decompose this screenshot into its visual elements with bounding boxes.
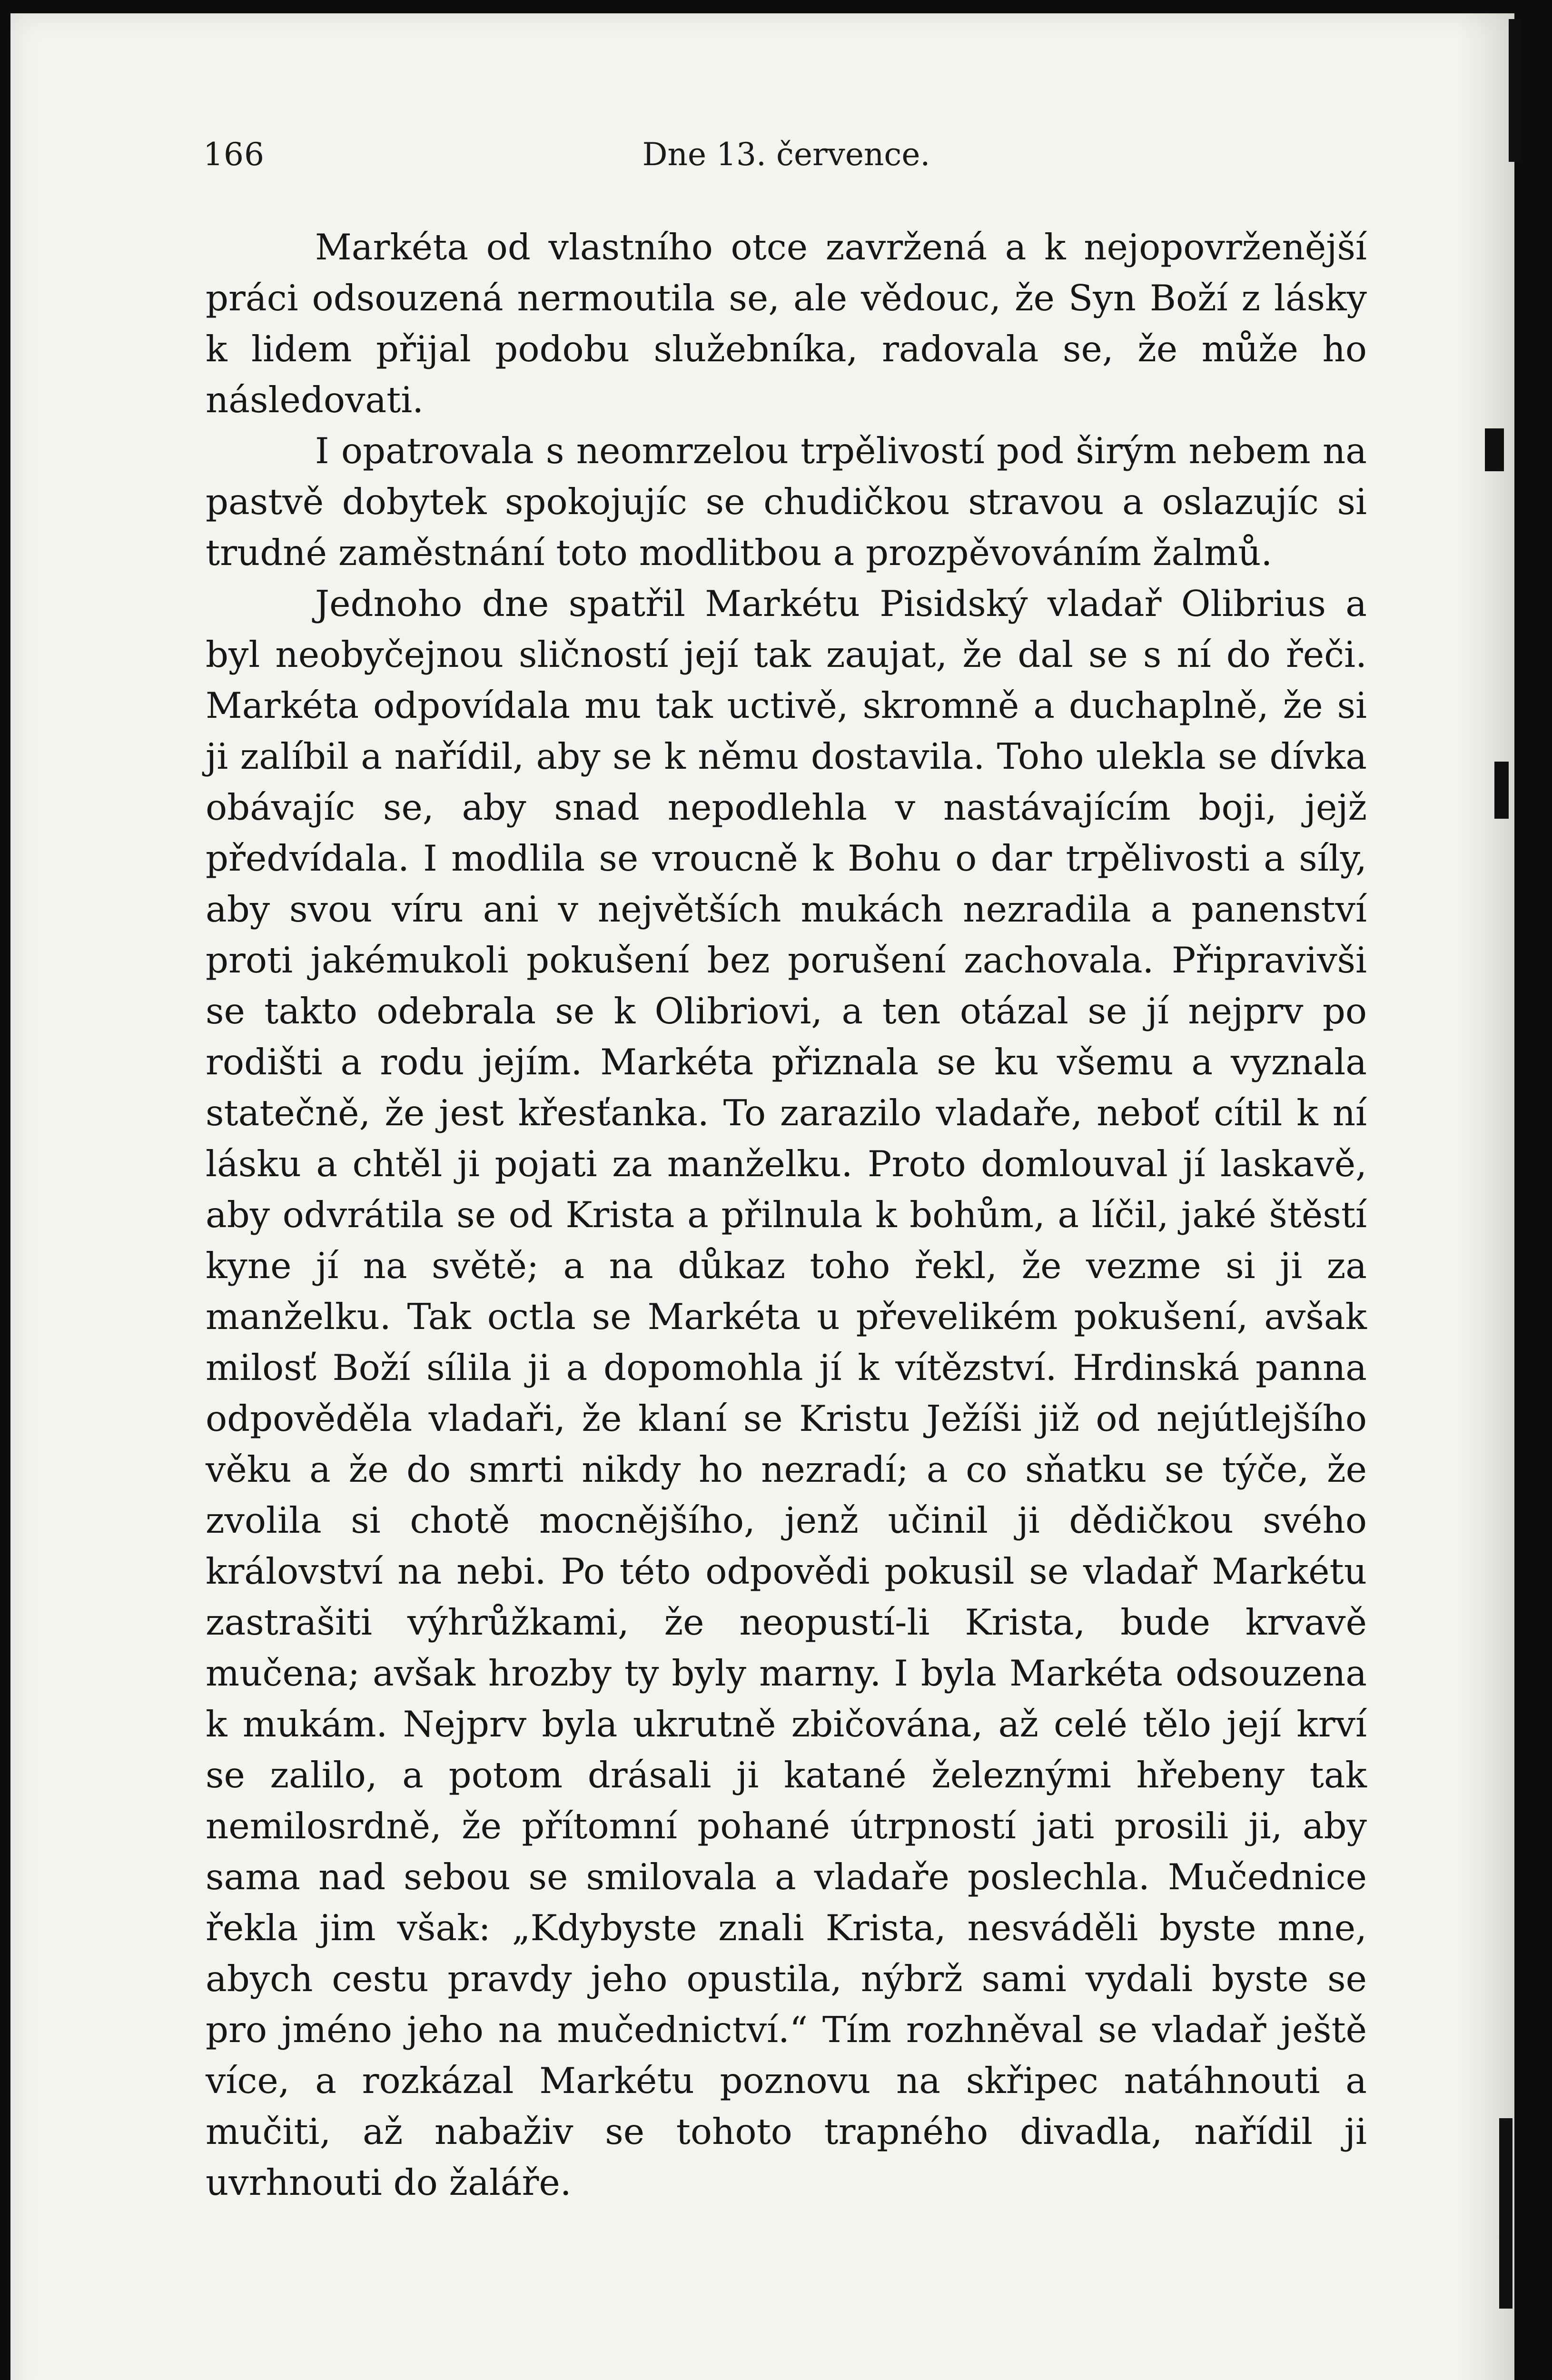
page-header	[203, 136, 1369, 188]
scan-edge-mark	[1485, 428, 1504, 471]
paragraph-2: I opatrovala s neomrzelou trpělivostí pod širým nebem na pastvě dobytek spokojujíc se chudičkou stravou a oslazujíc si trudné zaměstnání toto modlitbou a prozpěvováním žalmů.	[206, 430, 1367, 574]
scan-edge-mark	[1509, 19, 1521, 162]
scan-edge-mark	[1499, 2118, 1512, 2309]
paragraph-1: Markéta od vlastního otce zavržená a k nejopovrženější práci odsouzená nermoutila se, ale vědouc, že Syn Boží z lásky k lidem přijal podobu služebníka, radovala se, že může ho následovati.	[206, 226, 1367, 421]
binding-shadow	[1457, 13, 1514, 2380]
body-text	[206, 222, 1367, 2208]
book-page	[10, 13, 1514, 2380]
paragraph-3: Jednoho dne spatřil Markétu Pisidský vladař Olibrius a byl neobyčejnou sličností její tak zaujat, že dal se s ní do řeči. Markéta odpovídala mu tak uctivě, skromně a duchaplně, že si ji zalíbil a nařídil, aby se k němu dostavila. Toho ulekla se dívka obávajíc se, aby snad nepodlehla v nastávajícím boji, jejž předvídala. I modlila se vroucně k Bohu o dar trpělivosti a síly, aby svou víru ani v největších mukách nezradila a panenství proti jakémukoli pokušení bez porušení zachovala. Připravivši se takto odebrala se k Olibriovi, a ten otázal se jí nejprv po rodišti a rodu jejím. Markéta přiznala se ku všemu a vyznala statečně, že jest křesťanka. To zarazilo vladaře, neboť cítil k ní lásku a chtěl ji pojati za manželku. Proto domlouval jí laskavě, aby odvrátila se od Krista a přilnula k bohům, a líčil, jaké štěstí kyne jí na světě; a na důkaz toho řekl, že vezme si ji za manželku. Tak octla se Markéta u převelikém pokušení, avšak milosť Boží sílila ji a dopomohla jí k vítězství. Hrdinská panna odpověděla vladaři, že klaní se Kristu Ježíši již od nejútlejšího věku a že do smrti nikdy ho nezradí; a co sňatku se týče, že zvolila si chotě mocnějšího, jenž učinil ji dědičkou svého království na nebi. Po této odpovědi pokusil se vladař Markétu zastrašiti výhrůžkami, že neopustí-li Krista, bude krvavě mučena; avšak hrozby ty byly marny. I byla Markéta odsouzena k mukám. Nejprv byla ukrutně zbičována, až celé tělo její krví se zalilo, a potom drásali ji katané železnými hřebeny tak nemilosrdně, že přítomní pohané útrpností jati prosili ji, aby sama nad sebou se smilovala a vladaře poslechla. Mučednice řekla jim však: „Kdybyste znali Krista, nesváděli byste mne, abych cestu pravdy jeho opustila, nýbrž sami vydali byste se pro jméno jeho na mučednictví.“ Tím rozhněval se vladař ještě více, a rozkázal Markétu poznovu na skřipec natáhnouti a mučiti, až nabaživ se tohoto trapného divadla, nařídil ji uvrhnouti do žaláře.	[206, 583, 1367, 2203]
running-title: Dne 13. července.	[642, 136, 930, 173]
page-number: 166	[203, 136, 265, 173]
scan-edge-mark	[1494, 762, 1509, 819]
